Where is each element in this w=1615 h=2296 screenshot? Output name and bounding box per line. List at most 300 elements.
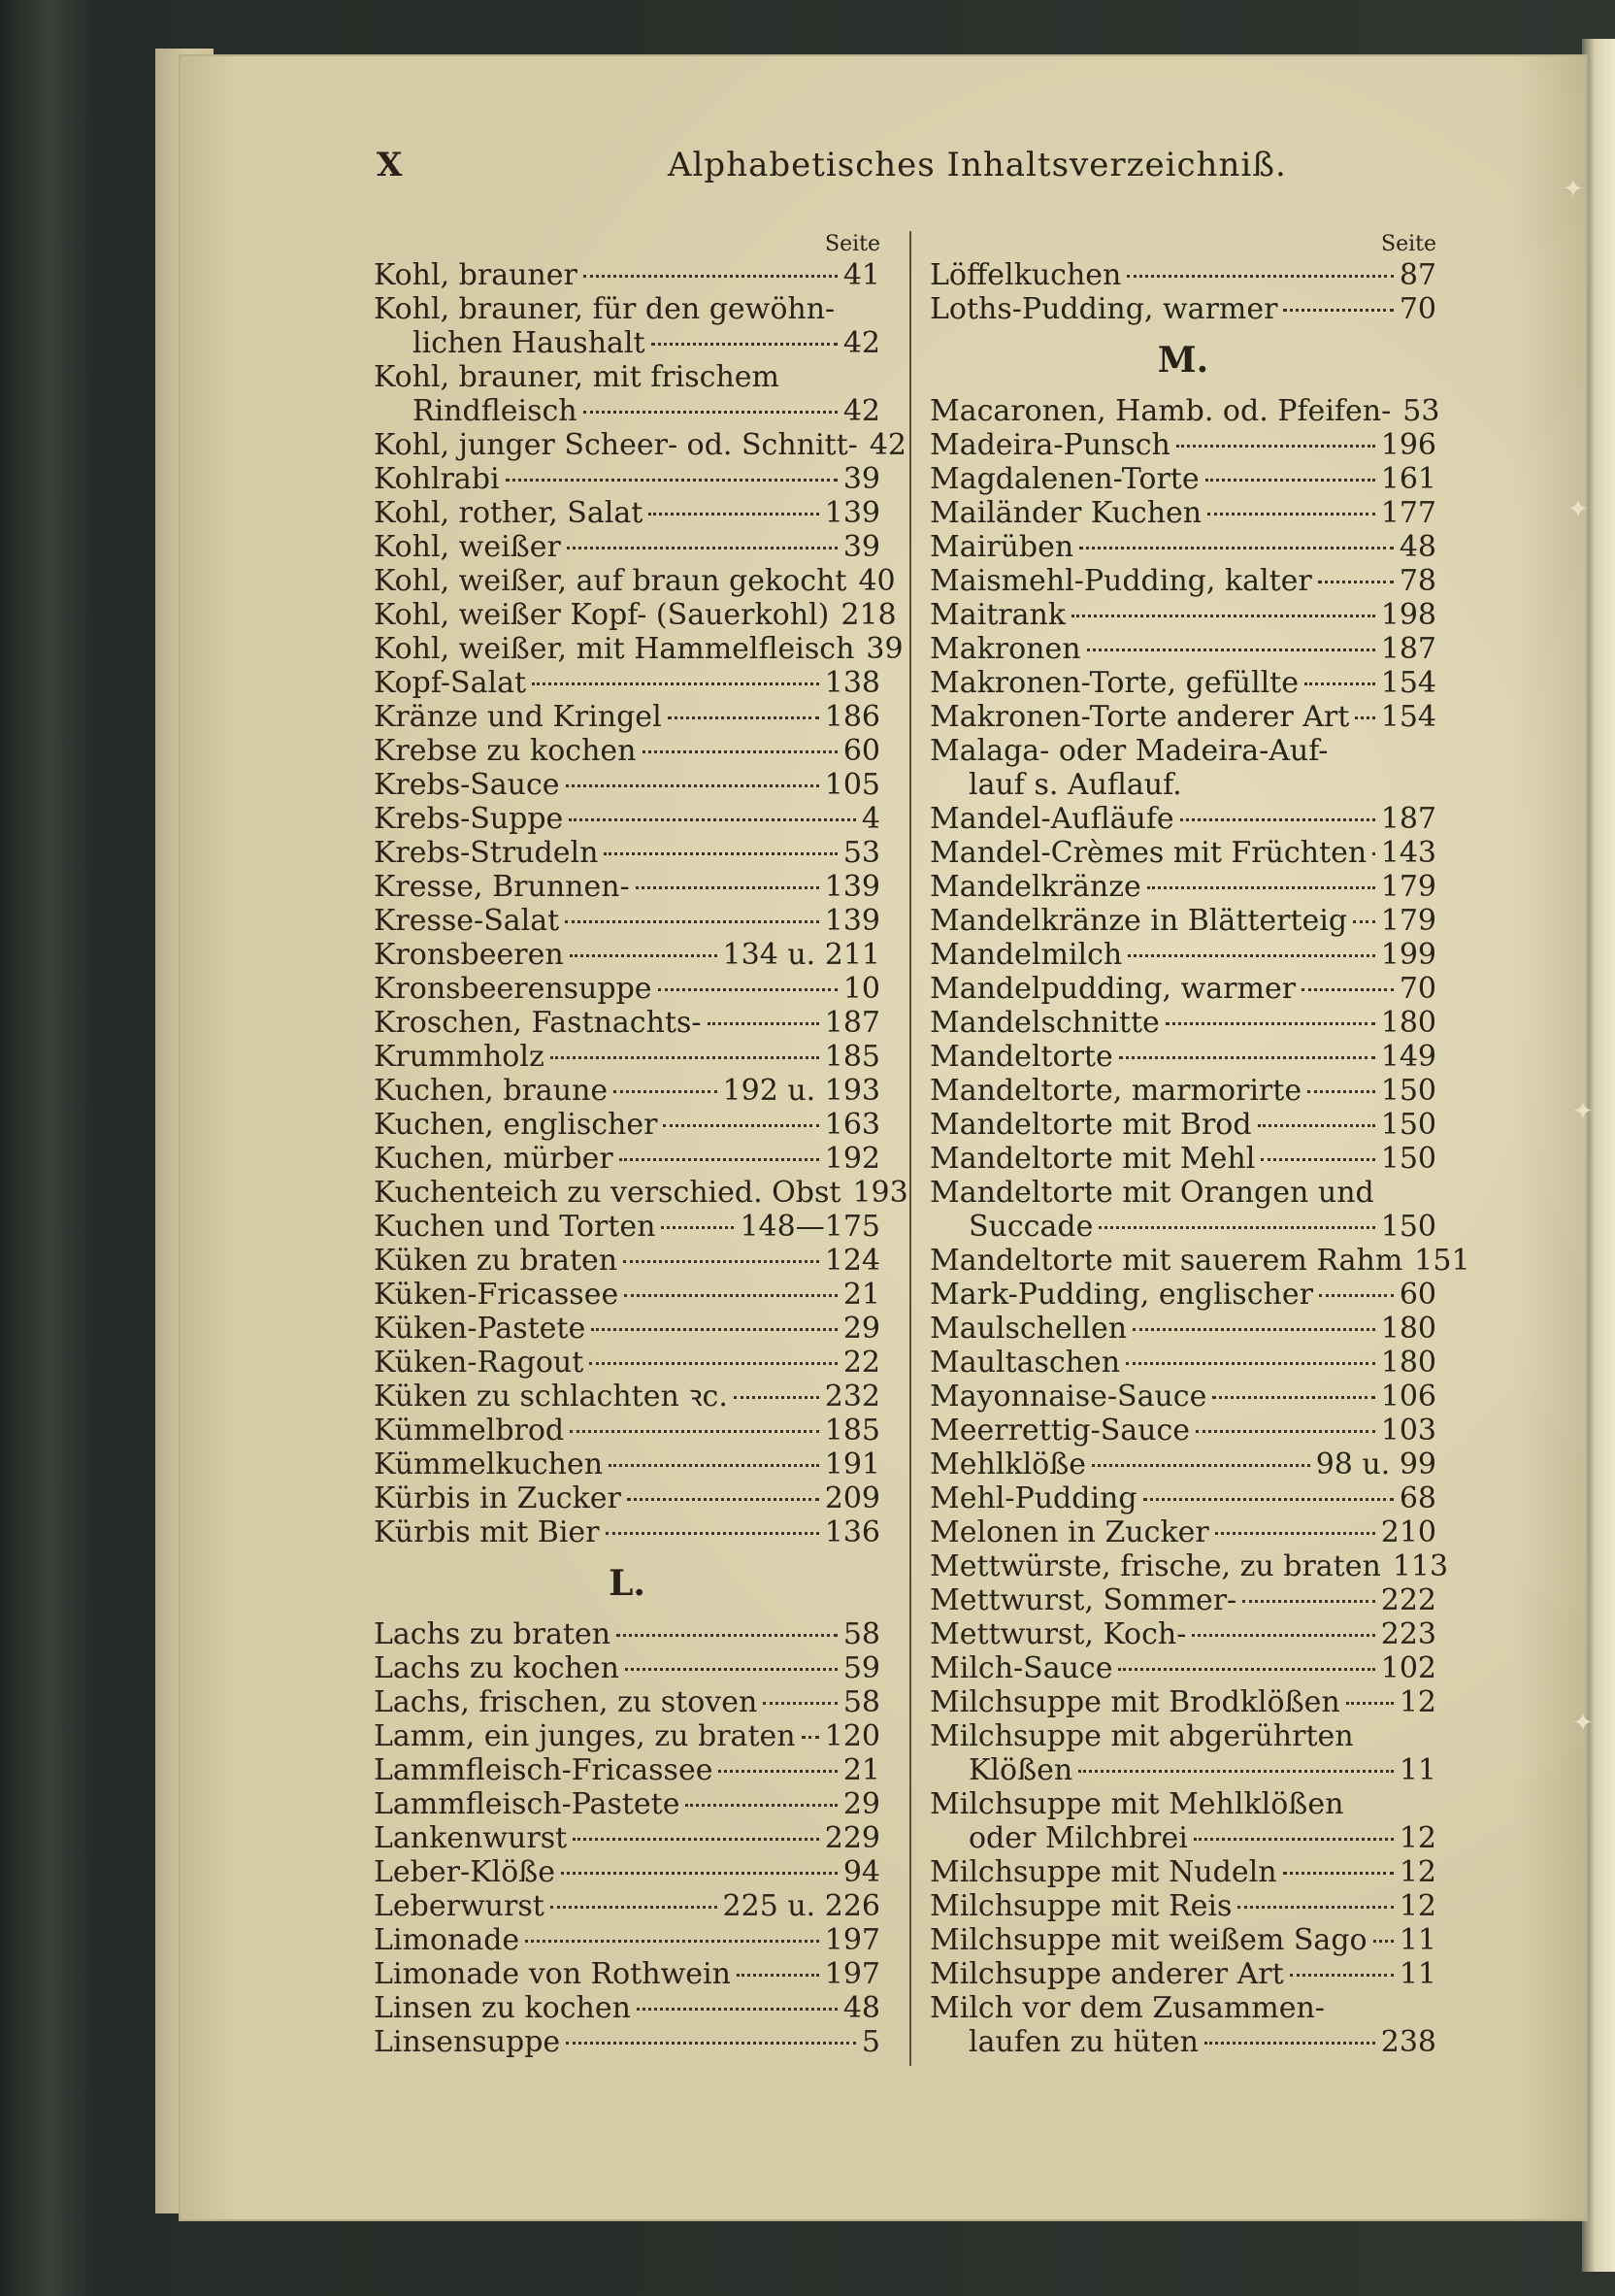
index-entry-label: Mehlklöße [930, 1447, 1087, 1481]
index-entry-label: Lamm, ein junges, zu braten [374, 1719, 796, 1753]
index-entry [930, 870, 1436, 904]
index-entry [374, 1481, 880, 1515]
index-entry-page: 197 [824, 1957, 880, 1991]
leader-dots [1119, 1056, 1375, 1059]
leader-dots [1078, 1770, 1394, 1773]
index-entry-label: Kuchen, braune [374, 1074, 609, 1108]
index-entry-page: 180 [1380, 1346, 1436, 1380]
leader-dots [637, 2008, 838, 2011]
leader-dots [1304, 682, 1375, 685]
index-entry-label: Kohl, weißer, mit Hammelfleisch [374, 632, 855, 666]
index-entry-label: Lachs zu kochen [374, 1651, 619, 1685]
index-entry-label: Kresse-Salat [374, 904, 560, 938]
index-entry [930, 1481, 1436, 1515]
index-entry [374, 1447, 880, 1481]
index-entry-page: 68 [1399, 1481, 1436, 1515]
index-entry-label: Kümmelkuchen [374, 1447, 604, 1481]
index-entry-page: 53 [842, 836, 880, 870]
leader-dots [1126, 1362, 1375, 1365]
index-entry-page: 179 [1380, 904, 1436, 938]
index-entry-label: Succade [969, 1210, 1094, 1244]
index-entry-label: lauf s. Auflauf. [969, 768, 1182, 802]
index-entry [930, 1447, 1436, 1481]
index-entry-label: Kronsbeeren [374, 938, 564, 972]
index-entry-label: Krebs-Strudeln [374, 836, 599, 870]
index-entry [374, 2025, 880, 2059]
index-entry-label: Klößen [969, 1753, 1073, 1787]
index-entry-page: 177 [1380, 496, 1436, 530]
index-list-m [930, 394, 1470, 2059]
index-entry-page: 229 [824, 1821, 880, 1855]
index-entry-page: 154 [1380, 700, 1436, 734]
index-entry [374, 1346, 880, 1380]
index-entry-label: Lammfleisch-Fricassee [374, 1753, 713, 1787]
index-entry-page: 58 [842, 1685, 880, 1719]
leader-dots [1118, 1668, 1374, 1671]
left-column [374, 231, 908, 2059]
index-entry-label: Küken-Pastete [374, 1312, 586, 1346]
index-entry-page: 161 [1380, 462, 1436, 496]
leader-dots [708, 1022, 819, 1025]
index-entry-label: Mandelschnitte [930, 1006, 1160, 1040]
index-entry [930, 428, 1436, 462]
index-entry-page: 134 u. 211 [722, 938, 880, 972]
index-entry [930, 1753, 1436, 1787]
index-entry-label: Malaga- oder Madeira-Auf- [930, 734, 1329, 768]
index-entry-label: Milchsuppe anderer Art [930, 1957, 1284, 1991]
leader-dots [1215, 1532, 1375, 1535]
column-divider [909, 231, 911, 2066]
index-entry-label: Meerrettig-Sauce [930, 1414, 1191, 1447]
index-entry-page: 70 [1399, 972, 1436, 1006]
index-entry [930, 1651, 1436, 1685]
page-number: X [377, 146, 403, 184]
leader-dots [1261, 1158, 1374, 1161]
index-entry [930, 1346, 1436, 1380]
leader-dots [651, 343, 838, 346]
leader-dots [1346, 1702, 1394, 1705]
leader-dots [589, 1362, 838, 1365]
index-entry [374, 1889, 880, 1923]
index-entry-page: 143 [1380, 836, 1436, 870]
index-entry-page: 187 [1380, 632, 1436, 666]
leader-dots [550, 1056, 819, 1059]
index-entry-label: laufen zu hüten [969, 2025, 1199, 2059]
index-entry [930, 2025, 1436, 2059]
leader-dots [570, 1430, 819, 1433]
index-entry-page: 199 [1380, 938, 1436, 972]
index-entry [374, 768, 880, 802]
index-entry-page: 196 [1380, 428, 1436, 462]
index-entry-page: 148—175 [740, 1210, 880, 1244]
index-entry-page: 136 [824, 1515, 880, 1549]
index-entry [930, 1617, 1436, 1651]
leader-dots [627, 1498, 819, 1501]
index-entry [374, 462, 880, 496]
leader-dots [616, 1634, 838, 1637]
index-entry [930, 700, 1436, 734]
index-entry [374, 1685, 880, 1719]
index-list-l-continued [930, 258, 1436, 326]
index-entry-label: Küken-Ragout [374, 1346, 584, 1380]
leader-dots [1353, 920, 1375, 923]
index-entry-page: 225 u. 226 [722, 1889, 880, 1923]
leader-dots [668, 716, 819, 719]
index-entry-page: 21 [842, 1753, 880, 1787]
index-entry-label: Maitrank [930, 598, 1066, 632]
leader-dots [609, 1464, 819, 1467]
index-entry [374, 1176, 908, 1210]
index-entry-page: 59 [842, 1651, 880, 1685]
index-entry-label: Krebs-Sauce [374, 768, 560, 802]
index-entry [930, 1889, 1436, 1923]
index-entry [930, 768, 1436, 802]
leader-dots [1212, 1396, 1374, 1399]
index-entry-page: 150 [1380, 1108, 1436, 1142]
index-entry [930, 462, 1436, 496]
leader-dots [1207, 513, 1375, 516]
leader-dots [1087, 649, 1375, 651]
index-entry-page: 60 [1399, 1278, 1436, 1312]
index-entry [374, 666, 880, 700]
index-entry-page: 12 [1399, 1855, 1436, 1889]
index-entry [374, 802, 880, 836]
leader-dots [570, 954, 717, 957]
index-entry [374, 292, 880, 326]
index-list-k [374, 258, 908, 1549]
index-entry-page: 41 [842, 258, 880, 292]
index-entry-label: Kohl, weißer Kopf- (Sauerkohl) [374, 598, 830, 632]
index-entry-page: 11 [1399, 1923, 1436, 1957]
index-entry-label: Küken zu schlachten ꝛc. [374, 1380, 728, 1414]
index-entry-label: Kohl, brauner, für den gewöhn- [374, 292, 836, 326]
index-entry-page: 60 [842, 734, 880, 768]
leader-dots [1242, 1600, 1375, 1603]
index-entry-label: Milchsuppe mit abgerührten [930, 1719, 1354, 1753]
index-entry-label: Lankenwurst [374, 1821, 568, 1855]
index-entry-page: 42 [842, 326, 880, 360]
leader-dots [1196, 1430, 1375, 1433]
index-entry [374, 836, 880, 870]
index-entry [930, 632, 1436, 666]
index-entry-page: 102 [1380, 1651, 1436, 1685]
index-entry [374, 1957, 880, 1991]
leader-dots [1372, 852, 1375, 855]
index-entry [374, 1074, 880, 1108]
index-entry-label: Milchsuppe mit weißem Sago [930, 1923, 1368, 1957]
index-entry-page: 191 [824, 1447, 880, 1481]
index-entry-label: Krebse zu kochen [374, 734, 637, 768]
index-entry-label: Küken-Fricassee [374, 1278, 619, 1312]
leader-dots [1176, 445, 1375, 448]
index-entry-label: Macaronen, Hamb. od. Pfeifen- [930, 394, 1392, 428]
index-entry-label: Lachs, frischen, zu stoven [374, 1685, 758, 1719]
index-list-l [374, 1617, 880, 2059]
leader-dots [1192, 1634, 1374, 1637]
index-entry [930, 1787, 1436, 1821]
leader-dots [1099, 1226, 1374, 1229]
leader-dots [591, 1328, 838, 1331]
index-entry-page: 150 [1380, 1074, 1436, 1108]
leader-dots [661, 1226, 734, 1229]
index-entry [374, 496, 880, 530]
index-entry-page: 210 [1380, 1515, 1436, 1549]
leader-dots [734, 1396, 819, 1399]
index-entry-page: 179 [1380, 870, 1436, 904]
index-entry-page: 21 [842, 1278, 880, 1312]
index-entry-label: Kuchenteich zu verschied. Obst [374, 1176, 841, 1210]
index-entry [374, 1006, 880, 1040]
leader-dots [583, 275, 838, 278]
letter-heading-m: M. [1157, 340, 1209, 381]
leader-dots [1180, 818, 1375, 821]
index-entry-label: Krummholz [374, 1040, 544, 1074]
index-entry-page: 150 [1380, 1210, 1436, 1244]
index-entry-label: Limonade von Rothwein [374, 1957, 731, 1991]
index-entry [930, 1923, 1436, 1957]
index-entry [374, 598, 897, 632]
index-entry [930, 1957, 1436, 1991]
index-entry-label: Mailänder Kuchen [930, 496, 1203, 530]
index-entry-label: Leber-Klöße [374, 1855, 555, 1889]
index-entry [374, 1278, 880, 1312]
index-entry-label: Kroschen, Fastnachts- [374, 1006, 702, 1040]
index-entry [374, 1142, 880, 1176]
index-entry [930, 1006, 1436, 1040]
index-entry-page: 11 [1399, 1753, 1436, 1787]
index-entry [374, 734, 880, 768]
leader-dots [623, 1260, 819, 1263]
leader-dots [718, 1770, 837, 1773]
leader-dots [737, 1974, 819, 1977]
index-entry [930, 564, 1436, 598]
index-entry-label: Linsen zu kochen [374, 1991, 631, 2025]
leader-dots [648, 513, 818, 516]
index-entry [374, 1210, 880, 1244]
index-entry [374, 904, 880, 938]
index-entry [374, 1651, 880, 1685]
index-entry [374, 1855, 880, 1889]
leader-dots [1283, 309, 1393, 312]
index-entry-page: 139 [824, 870, 880, 904]
index-entry-page: 5 [861, 2025, 880, 2059]
index-entry-label: Mandel-Aufläufe [930, 802, 1174, 836]
index-entry [374, 326, 880, 360]
index-entry [930, 1278, 1436, 1312]
index-entry-label: Mettwurst, Sommer- [930, 1583, 1237, 1617]
index-entry [374, 1617, 880, 1651]
index-entry [930, 496, 1436, 530]
index-entry [374, 258, 880, 292]
leader-dots [566, 2042, 856, 2045]
index-entry-page: 29 [842, 1787, 880, 1821]
leader-dots [573, 1838, 819, 1841]
index-entry [930, 1855, 1436, 1889]
index-entry-page: 151 [1414, 1244, 1470, 1278]
index-entry [930, 1040, 1436, 1074]
index-entry-page: 94 [842, 1855, 880, 1889]
letter-heading-l: L. [609, 1563, 645, 1604]
index-entry [374, 1991, 880, 2025]
leader-dots [1133, 1328, 1375, 1331]
index-entry-page: 187 [1380, 802, 1436, 836]
running-head: Alphabetisches Inhaltsverzeichniß. [668, 146, 1287, 184]
leader-dots [569, 818, 856, 821]
index-entry-page: 163 [824, 1108, 880, 1142]
index-entry-label: Maulschellen [930, 1312, 1128, 1346]
index-entry-label: Milchsuppe mit Brodklößen [930, 1685, 1340, 1719]
index-entry-label: Makronen [930, 632, 1081, 666]
index-entry-label: Melonen in Zucker [930, 1515, 1209, 1549]
leader-dots [1319, 1294, 1394, 1297]
index-entry-page: 22 [842, 1346, 880, 1380]
index-entry-page: 223 [1380, 1617, 1436, 1651]
index-entry-label: Mandelpudding, warmer [930, 972, 1297, 1006]
leader-dots [532, 682, 819, 685]
index-entry-page: 185 [824, 1414, 880, 1447]
index-entry-page: 10 [842, 972, 880, 1006]
index-entry-page: 98 u. 99 [1315, 1447, 1436, 1481]
index-entry-label: Rindfleisch [412, 394, 577, 428]
index-entry-label: Milchsuppe mit Reis [930, 1889, 1233, 1923]
leader-dots [1290, 1974, 1394, 1977]
index-entry-label: Loths-Pudding, warmer [930, 292, 1278, 326]
leader-dots [566, 784, 819, 787]
index-entry-page: 124 [824, 1244, 880, 1278]
index-entry-label: Mettwurst, Koch- [930, 1617, 1187, 1651]
leader-dots [624, 1294, 838, 1297]
leader-dots [663, 1124, 818, 1127]
index-entry [374, 1040, 880, 1074]
index-entry [930, 836, 1436, 870]
index-entry [930, 1074, 1436, 1108]
index-entry-page: 58 [842, 1617, 880, 1651]
index-entry-label: Makronen-Torte anderer Art [930, 700, 1350, 734]
index-entry-page: 120 [824, 1719, 880, 1753]
index-entry-label: Mandeltorte mit sauerem Rahm [930, 1244, 1403, 1278]
index-entry-page: 106 [1380, 1380, 1436, 1414]
index-entry [930, 666, 1436, 700]
index-entry-label: Limonade [374, 1923, 520, 1957]
index-entry-page: 197 [824, 1923, 880, 1957]
index-entry [930, 1380, 1436, 1414]
index-entry [930, 292, 1436, 326]
leader-dots [1302, 988, 1394, 991]
index-entry-label: Kürbis in Zucker [374, 1481, 621, 1515]
leader-dots [1128, 954, 1374, 957]
index-entry-label: Küken zu braten [374, 1244, 618, 1278]
index-entry-page: 4 [861, 802, 880, 836]
index-entry-label: Kohl, weißer [374, 530, 561, 564]
index-entry [374, 1719, 880, 1753]
index-entry [374, 1515, 880, 1549]
leader-dots [625, 1668, 838, 1671]
index-entry-page: 42 [842, 394, 880, 428]
index-entry [930, 258, 1436, 292]
index-entry-label: Kronsbeerensuppe [374, 972, 652, 1006]
index-entry-page: 192 [824, 1142, 880, 1176]
leader-dots [1283, 1872, 1394, 1875]
index-entry [374, 1787, 880, 1821]
index-entry [374, 394, 880, 428]
margin-mark: ✦ [1563, 175, 1584, 204]
leader-dots [1166, 1022, 1375, 1025]
index-entry [930, 802, 1436, 836]
index-entry [374, 1108, 880, 1142]
index-entry-label: Milchsuppe mit Mehlklößen [930, 1787, 1344, 1821]
right-column [930, 231, 1470, 2059]
margin-mark: ✦ [1567, 495, 1589, 524]
index-entry-page: 218 [840, 598, 897, 632]
index-entry-page: 87 [1399, 258, 1436, 292]
index-entry [930, 1685, 1436, 1719]
leader-dots [619, 1158, 819, 1161]
index-entry-label: Kresse, Brunnen- [374, 870, 630, 904]
index-entry-page: 40 [858, 564, 896, 598]
index-entry-page: 180 [1380, 1312, 1436, 1346]
index-entry [374, 1244, 880, 1278]
index-entry-page: 105 [824, 768, 880, 802]
index-entry-page: 11 [1399, 1957, 1436, 1991]
leader-dots [1204, 2042, 1375, 2045]
leader-dots [1373, 1940, 1394, 1943]
index-entry-page: 12 [1399, 1685, 1436, 1719]
index-entry-label: Mandeltorte mit Mehl [930, 1142, 1256, 1176]
index-entry-label: lichen Haushalt [412, 326, 645, 360]
index-entry [374, 1821, 880, 1855]
index-entry-page: 138 [824, 666, 880, 700]
index-entry [374, 1380, 880, 1414]
index-entry [374, 700, 880, 734]
index-entry-label: Milchsuppe mit Nudeln [930, 1855, 1277, 1889]
index-entry-label: Kümmelbrod [374, 1414, 565, 1447]
page-edge-right [1582, 39, 1615, 2272]
index-entry [374, 530, 880, 564]
leader-dots [1237, 1906, 1393, 1909]
leader-dots [561, 1872, 838, 1875]
index-entry-label: Makronen-Torte, gefüllte [930, 666, 1299, 700]
index-entry-page: 187 [824, 1006, 880, 1040]
leader-dots [1194, 1838, 1394, 1841]
index-entry [374, 428, 906, 462]
leader-dots [606, 1532, 819, 1535]
seite-label-right: Seite [1381, 232, 1436, 256]
index-entry [930, 530, 1436, 564]
index-entry-page: 103 [1380, 1414, 1436, 1447]
index-entry [930, 394, 1440, 428]
index-entry-label: Mandelkränze [930, 870, 1141, 904]
index-entry-label: Mandeltorte, marmorirte [930, 1074, 1302, 1108]
index-entry-page: 222 [1380, 1583, 1436, 1617]
index-entry-label: Krebs-Suppe [374, 802, 564, 836]
leader-dots [550, 1906, 717, 1909]
index-entry [930, 734, 1436, 768]
index-entry-page: 70 [1399, 292, 1436, 326]
index-entry-label: Milch-Sauce [930, 1651, 1113, 1685]
index-entry-page: 185 [824, 1040, 880, 1074]
leader-dots [604, 852, 837, 855]
leader-dots [1318, 581, 1394, 583]
index-entry-label: Kohl, junger Scheer- od. Schnitt- [374, 428, 858, 462]
index-entry-label: Mehl-Pudding [930, 1481, 1137, 1515]
index-entry-page: 39 [866, 632, 904, 666]
index-entry-label: Kuchen, englischer [374, 1108, 658, 1142]
index-entry-label: Mayonnaise-Sauce [930, 1380, 1207, 1414]
index-entry-label: oder Milchbrei [969, 1821, 1188, 1855]
index-entry [930, 598, 1436, 632]
leader-dots [636, 886, 819, 889]
index-entry-page: 180 [1380, 1006, 1436, 1040]
